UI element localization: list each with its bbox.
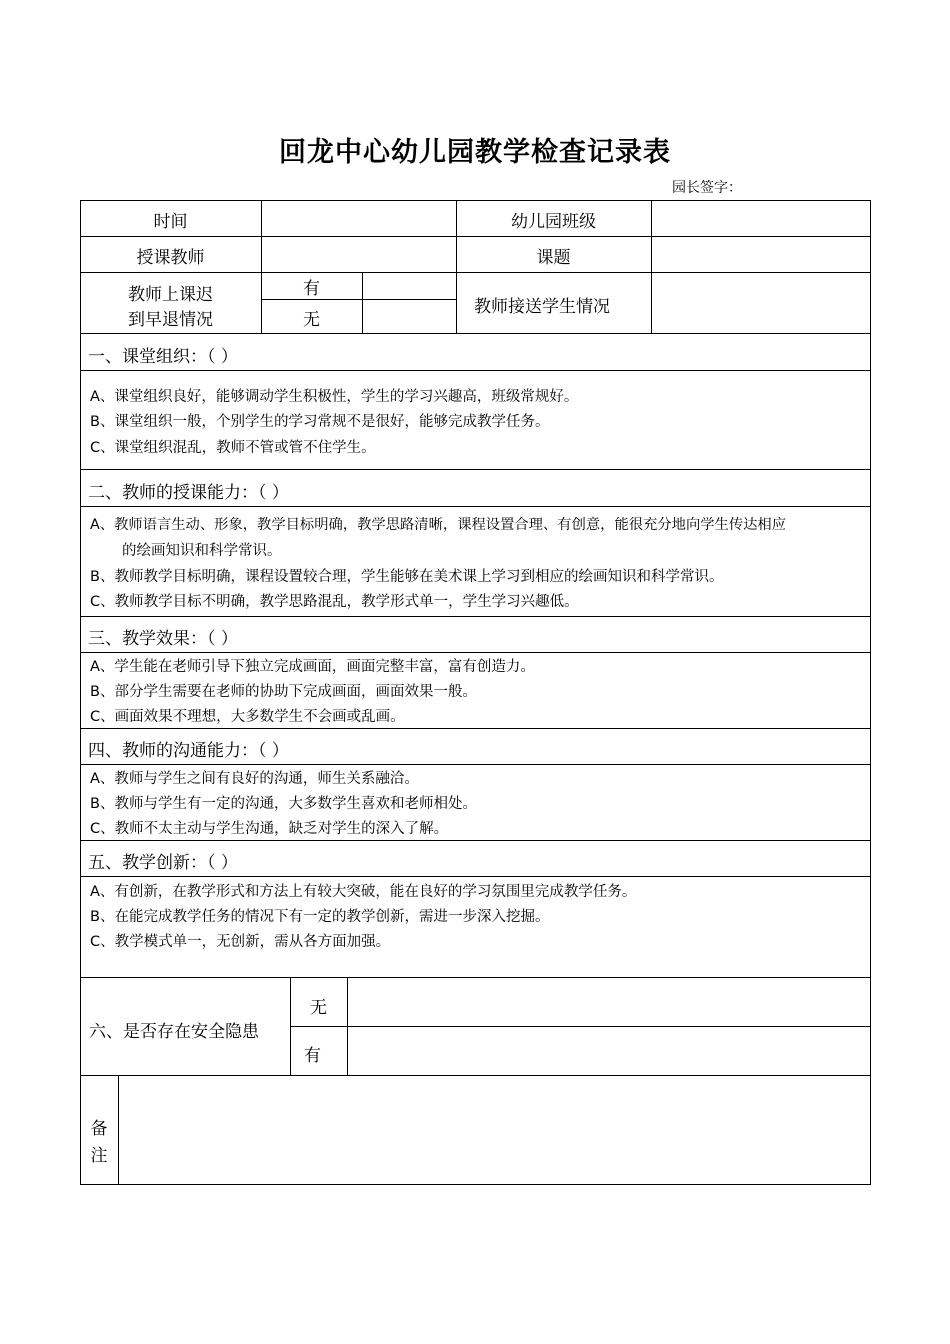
section-1-option-b: B、课堂组织一般，个别学生的学习常规不是很好，能够完成教学任务。	[90, 414, 550, 430]
remarks-label-char1: 备	[90, 1119, 108, 1139]
principal-signature-label: 园长签字：	[672, 180, 742, 196]
time-label: 时间	[153, 212, 188, 232]
section-3-option-b: B、部分学生需要在老师的协助下完成画面，画面效果一般。	[90, 684, 477, 700]
section-5-heading: 五、教学创新：（ ）	[88, 853, 238, 873]
safety-yes-label: 有	[304, 1046, 321, 1066]
section-5-option-b: B、在能完成教学任务的情况下有一定的教学创新，需进一步深入挖掘。	[90, 909, 550, 925]
page-title: 回龙中心幼儿园教学检查记录表	[279, 137, 671, 168]
section-3-heading: 三、教学效果：（ ）	[88, 629, 238, 649]
section-2-option-a: A、教师语言生动、形象，教学目标明确，教学思路清晰，课程设置合理、有创意，能很充分地向学生传达相应	[90, 517, 787, 533]
section-2-option-b: B、教师教学目标明确，课程设置较合理，学生能够在美术课上学习到相应的绘画知识和科学常识。	[90, 569, 724, 585]
late-yes-label: 有	[303, 279, 320, 299]
section-3-option-c: C、画面效果不理想，大多数学生不会画或乱画。	[90, 709, 405, 725]
section-4-option-a: A、教师与学生之间有良好的沟通，师生关系融洽。	[90, 771, 419, 787]
safety-no-label: 无	[310, 998, 327, 1018]
section-1-option-a: A、课堂组织良好，能够调动学生积极性，学生的学习兴趣高，班级常规好。	[90, 389, 579, 405]
section-2-option-c: C、教师教学目标不明确，教学思路混乱，教学形式单一，学生学习兴趣低。	[90, 594, 579, 610]
section-3-option-a: A、学生能在老师引导下独立完成画面，画面完整丰富，富有创造力。	[90, 659, 535, 675]
section-2-heading: 二、教师的授课能力：（ ）	[88, 483, 289, 503]
section-2-option-a-cont: 的绘画知识和科学常识。	[122, 543, 282, 559]
remarks-label-char2: 注	[90, 1146, 108, 1166]
section-4-option-b: B、教师与学生有一定的沟通，大多数学生喜欢和老师相处。	[90, 796, 477, 812]
late-label-line2: 到早退情况	[128, 310, 213, 330]
section-1-option-c: C、课堂组织混乱，教师不管或管不住学生。	[90, 440, 376, 456]
pickup-label: 教师接送学生情况	[474, 297, 610, 317]
teacher-label: 授课教师	[136, 248, 205, 268]
late-label-line1: 教师上课迟	[128, 285, 213, 305]
late-no-label: 无	[303, 310, 320, 330]
class-label: 幼儿园班级	[511, 212, 596, 232]
safety-label: 六、是否存在安全隐患	[89, 1022, 259, 1042]
section-4-option-c: C、教师不太主动与学生沟通，缺乏对学生的深入了解。	[90, 821, 449, 837]
section-5-option-a: A、有创新，在教学形式和方法上有较大突破，能在良好的学习氛围里完成教学任务。	[90, 884, 637, 900]
section-4-heading: 四、教师的沟通能力：（ ）	[88, 741, 289, 761]
section-5-option-c: C、教学模式单一，无创新，需从各方面加强。	[90, 934, 391, 950]
topic-label: 课题	[536, 248, 571, 268]
section-1-heading: 一、课堂组织：（ ）	[88, 347, 238, 367]
